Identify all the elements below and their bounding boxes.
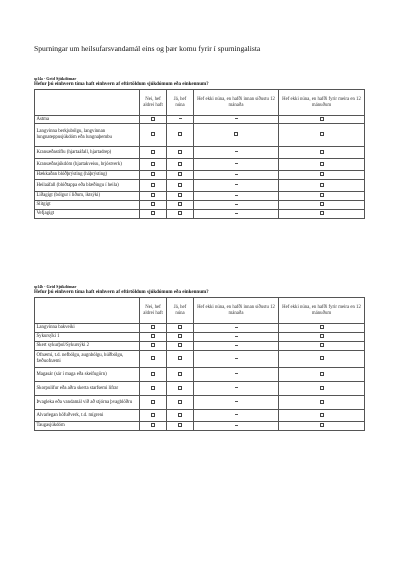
dash-icon (235, 184, 238, 185)
answer-cell (279, 192, 365, 201)
answer-cell (140, 171, 167, 180)
section-sp14a (34, 76, 364, 219)
answer-cell (140, 382, 167, 396)
table-row (35, 192, 365, 201)
checkbox[interactable] (320, 372, 324, 376)
section-id: sp14b (34, 285, 43, 289)
answer-cell (167, 342, 194, 351)
grid-table (34, 297, 365, 431)
answer-cell (167, 159, 194, 171)
checkbox[interactable] (320, 413, 324, 417)
answer-cell (279, 324, 365, 333)
answer-cell (279, 342, 365, 351)
column-header: Já, hef núna (167, 90, 194, 116)
answer-cell (279, 368, 365, 382)
row-label: Kransæðasjúkdóm (hjartakveisu, brjóstverk) (35, 159, 140, 171)
checkbox[interactable] (151, 211, 155, 215)
dash-icon (235, 345, 238, 346)
checkbox[interactable] (151, 193, 155, 197)
table-row (35, 171, 365, 180)
checkbox[interactable] (320, 334, 324, 338)
answer-cell (167, 147, 194, 159)
checkbox[interactable] (178, 325, 182, 329)
answer-cell (167, 210, 194, 219)
checkbox[interactable] (151, 356, 155, 360)
column-header: Nei, hef aldrei haft (140, 90, 167, 116)
answer-cell (140, 342, 167, 351)
table-row (35, 396, 365, 410)
checkbox[interactable] (151, 325, 155, 329)
row-label: Þvagleka eða vandamál við að stjórna þvagblöðru (35, 396, 140, 410)
checkbox[interactable] (178, 150, 182, 154)
checkbox[interactable] (151, 413, 155, 417)
answer-cell (140, 368, 167, 382)
answer-cell (279, 171, 365, 180)
table-row (35, 210, 365, 219)
checkbox[interactable] (178, 202, 182, 206)
row-label: Sykursýki 1 (35, 333, 140, 342)
section-title: - Grid Sjúkdómar (43, 76, 77, 81)
checkbox[interactable] (151, 343, 155, 347)
table-row (35, 422, 365, 431)
answer-cell (140, 180, 167, 192)
dash-icon (235, 163, 238, 164)
row-label: Slitgigt (35, 201, 140, 210)
answer-cell (167, 382, 194, 396)
row-label: Langvinna bakveiki (35, 324, 140, 333)
checkbox[interactable] (151, 334, 155, 338)
answer-cell (140, 159, 167, 171)
checkbox[interactable] (178, 183, 182, 187)
table-row (35, 324, 365, 333)
row-label: Ofnæmi, t.d. nefbólgu, augnbólgu, húðbólgu, fæðuofnæmi (35, 351, 140, 368)
table-row (35, 124, 365, 147)
answer-cell (167, 116, 194, 124)
checkbox[interactable] (320, 325, 324, 329)
answer-cell (194, 159, 279, 171)
answer-cell (140, 210, 167, 219)
dash-icon (235, 373, 238, 374)
checkbox[interactable] (320, 193, 324, 197)
answer-cell (140, 422, 167, 431)
answer-cell (140, 192, 167, 201)
answer-cell (194, 351, 279, 368)
answer-cell (167, 368, 194, 382)
row-label: Liðagigt (bólgur í liðum, iktsýki) (35, 192, 140, 201)
table-row (35, 147, 365, 159)
answer-cell (140, 116, 167, 124)
checkbox[interactable] (320, 211, 324, 215)
dash-icon (235, 213, 238, 214)
answer-cell (140, 124, 167, 147)
section-question: Hefur þú einhvern tíma haft einhvern af eftirtöldum sjúkdómum eða einkennum? (34, 290, 209, 295)
answer-cell (279, 210, 365, 219)
column-header: Hef ekki núna, en hafði fyrir meira en 12 mánuðum (279, 90, 365, 116)
checkbox[interactable] (178, 386, 182, 390)
answer-cell (194, 333, 279, 342)
answer-cell (279, 351, 365, 368)
answer-cell (167, 201, 194, 210)
row-label: Taugasjúkdóm (35, 422, 140, 431)
answer-cell (194, 422, 279, 431)
answer-cell (167, 351, 194, 368)
checkbox[interactable] (178, 162, 182, 166)
answer-cell (167, 410, 194, 422)
answer-cell (140, 201, 167, 210)
answer-cell (194, 210, 279, 219)
row-label: Skert sykurþol/Sykursýki 2 (35, 342, 140, 351)
page-title: Spurningar um heilsufarsvandamál eins og þær komu fyrir í spurningalista (34, 44, 261, 53)
answer-cell (167, 124, 194, 147)
answer-cell (279, 382, 365, 396)
column-header: Hef ekki núna, en hafði fyrir meira en 12 mánuðum (279, 298, 365, 324)
answer-cell (279, 147, 365, 159)
table-row (35, 382, 365, 396)
checkbox[interactable] (151, 386, 155, 390)
checkbox[interactable] (320, 172, 324, 176)
answer-cell (194, 382, 279, 396)
row-label: Vefjagigt (35, 210, 140, 219)
table-row (35, 159, 365, 171)
row-label: Magasár (sár í maga eða skeifugörn) (35, 368, 140, 382)
answer-cell (167, 396, 194, 410)
checkbox[interactable] (151, 117, 155, 121)
checkbox[interactable] (320, 183, 324, 187)
answer-cell (194, 201, 279, 210)
checkbox[interactable] (178, 343, 182, 347)
column-header: Nei, hef aldrei haft (140, 298, 167, 324)
answer-cell (194, 116, 279, 124)
answer-cell (140, 324, 167, 333)
dash-icon (179, 118, 182, 119)
checkbox[interactable] (320, 343, 324, 347)
checkbox[interactable] (151, 132, 155, 136)
column-header: Hef ekki núna, en hafði innan síðustu 12 mánaða (194, 90, 279, 116)
checkbox[interactable] (178, 423, 182, 427)
grid-table (34, 89, 365, 219)
answer-cell (279, 180, 365, 192)
section-sp14b (34, 284, 364, 431)
checkbox[interactable] (151, 372, 155, 376)
answer-cell (167, 180, 194, 192)
answer-cell (140, 410, 167, 422)
table-row (35, 351, 365, 368)
checkbox[interactable] (320, 202, 324, 206)
answer-cell (140, 147, 167, 159)
row-label: Kransæðastíflu (hjartaáfall, hjartadrep) (35, 147, 140, 159)
row-label: Skorpulifur eða aðra skerta starfsemi lifrar (35, 382, 140, 396)
answer-cell (279, 124, 365, 147)
checkbox[interactable] (320, 356, 324, 360)
answer-cell (167, 333, 194, 342)
checkbox[interactable] (320, 162, 324, 166)
checkbox[interactable] (320, 423, 324, 427)
answer-cell (194, 180, 279, 192)
checkbox[interactable] (151, 172, 155, 176)
row-label: Hækkaðan blóðþrýsting (háþrýsting) (35, 171, 140, 180)
checkbox[interactable] (320, 386, 324, 390)
checkbox[interactable] (151, 162, 155, 166)
row-label: Langvinna berkjubólgu, langvinnan lungnateppusjúkdóm eða lungnaþembu (35, 124, 140, 147)
dash-icon (235, 336, 238, 337)
row-label: Astma (35, 116, 140, 124)
row-label: Heilaáfall (blóðtappa eða blæðingu í heila) (35, 180, 140, 192)
table-row (35, 342, 365, 351)
dash-icon (235, 118, 238, 119)
row-label: Alvarlegan höfuðverk, t.d. mígreni (35, 410, 140, 422)
column-header: Hef ekki núna, en hafði innan síðustu 12 mánaða (194, 298, 279, 324)
answer-cell (167, 324, 194, 333)
answer-cell (140, 396, 167, 410)
checkbox[interactable] (178, 372, 182, 376)
answer-cell (167, 422, 194, 431)
dash-icon (235, 327, 238, 328)
answer-cell (194, 368, 279, 382)
answer-cell (279, 159, 365, 171)
checkbox[interactable] (151, 150, 155, 154)
checkbox[interactable] (178, 413, 182, 417)
answer-cell (279, 410, 365, 422)
dash-icon (235, 204, 238, 205)
section-question: Hefur þú einhvern tíma haft einhvern af eftirtöldum sjúkdómum eða einkennum? (34, 82, 209, 87)
answer-cell (194, 410, 279, 422)
answer-cell (279, 422, 365, 431)
answer-cell (279, 201, 365, 210)
answer-cell (194, 124, 279, 147)
answer-cell (140, 351, 167, 368)
column-header: Já, hef núna (167, 298, 194, 324)
checkbox[interactable] (320, 400, 324, 404)
answer-cell (194, 324, 279, 333)
header-label-cell (35, 90, 140, 116)
table-row (35, 368, 365, 382)
section-id: sp14a (34, 77, 43, 81)
answer-cell (194, 192, 279, 201)
checkbox[interactable] (151, 183, 155, 187)
table-row (35, 116, 365, 124)
dash-icon (235, 151, 238, 152)
answer-cell (194, 396, 279, 410)
checkbox[interactable] (178, 211, 182, 215)
answer-cell (194, 342, 279, 351)
checkbox[interactable] (234, 132, 238, 136)
answer-cell (194, 171, 279, 180)
dash-icon (235, 195, 238, 196)
checkbox[interactable] (178, 193, 182, 197)
answer-cell (279, 116, 365, 124)
checkbox[interactable] (151, 202, 155, 206)
answer-cell (140, 333, 167, 342)
dash-icon (235, 174, 238, 175)
checkbox[interactable] (320, 117, 324, 121)
checkbox[interactable] (178, 132, 182, 136)
dash-icon (235, 425, 238, 426)
checkbox[interactable] (178, 356, 182, 360)
table-row (35, 201, 365, 210)
checkbox[interactable] (178, 400, 182, 404)
dash-icon (235, 401, 238, 402)
section-title: - Grid Sjúkdómar (44, 284, 77, 289)
answer-cell (279, 396, 365, 410)
checkbox[interactable] (178, 172, 182, 176)
answer-cell (167, 171, 194, 180)
table-row (35, 410, 365, 422)
checkbox[interactable] (320, 132, 324, 136)
header-label-cell (35, 298, 140, 324)
checkbox[interactable] (151, 400, 155, 404)
table-row (35, 333, 365, 342)
answer-cell (279, 333, 365, 342)
table-row (35, 180, 365, 192)
dash-icon (235, 387, 238, 388)
checkbox[interactable] (178, 334, 182, 338)
checkbox[interactable] (320, 150, 324, 154)
dash-icon (235, 358, 238, 359)
checkbox[interactable] (151, 423, 155, 427)
answer-cell (167, 192, 194, 201)
dash-icon (235, 414, 238, 415)
answer-cell (194, 147, 279, 159)
